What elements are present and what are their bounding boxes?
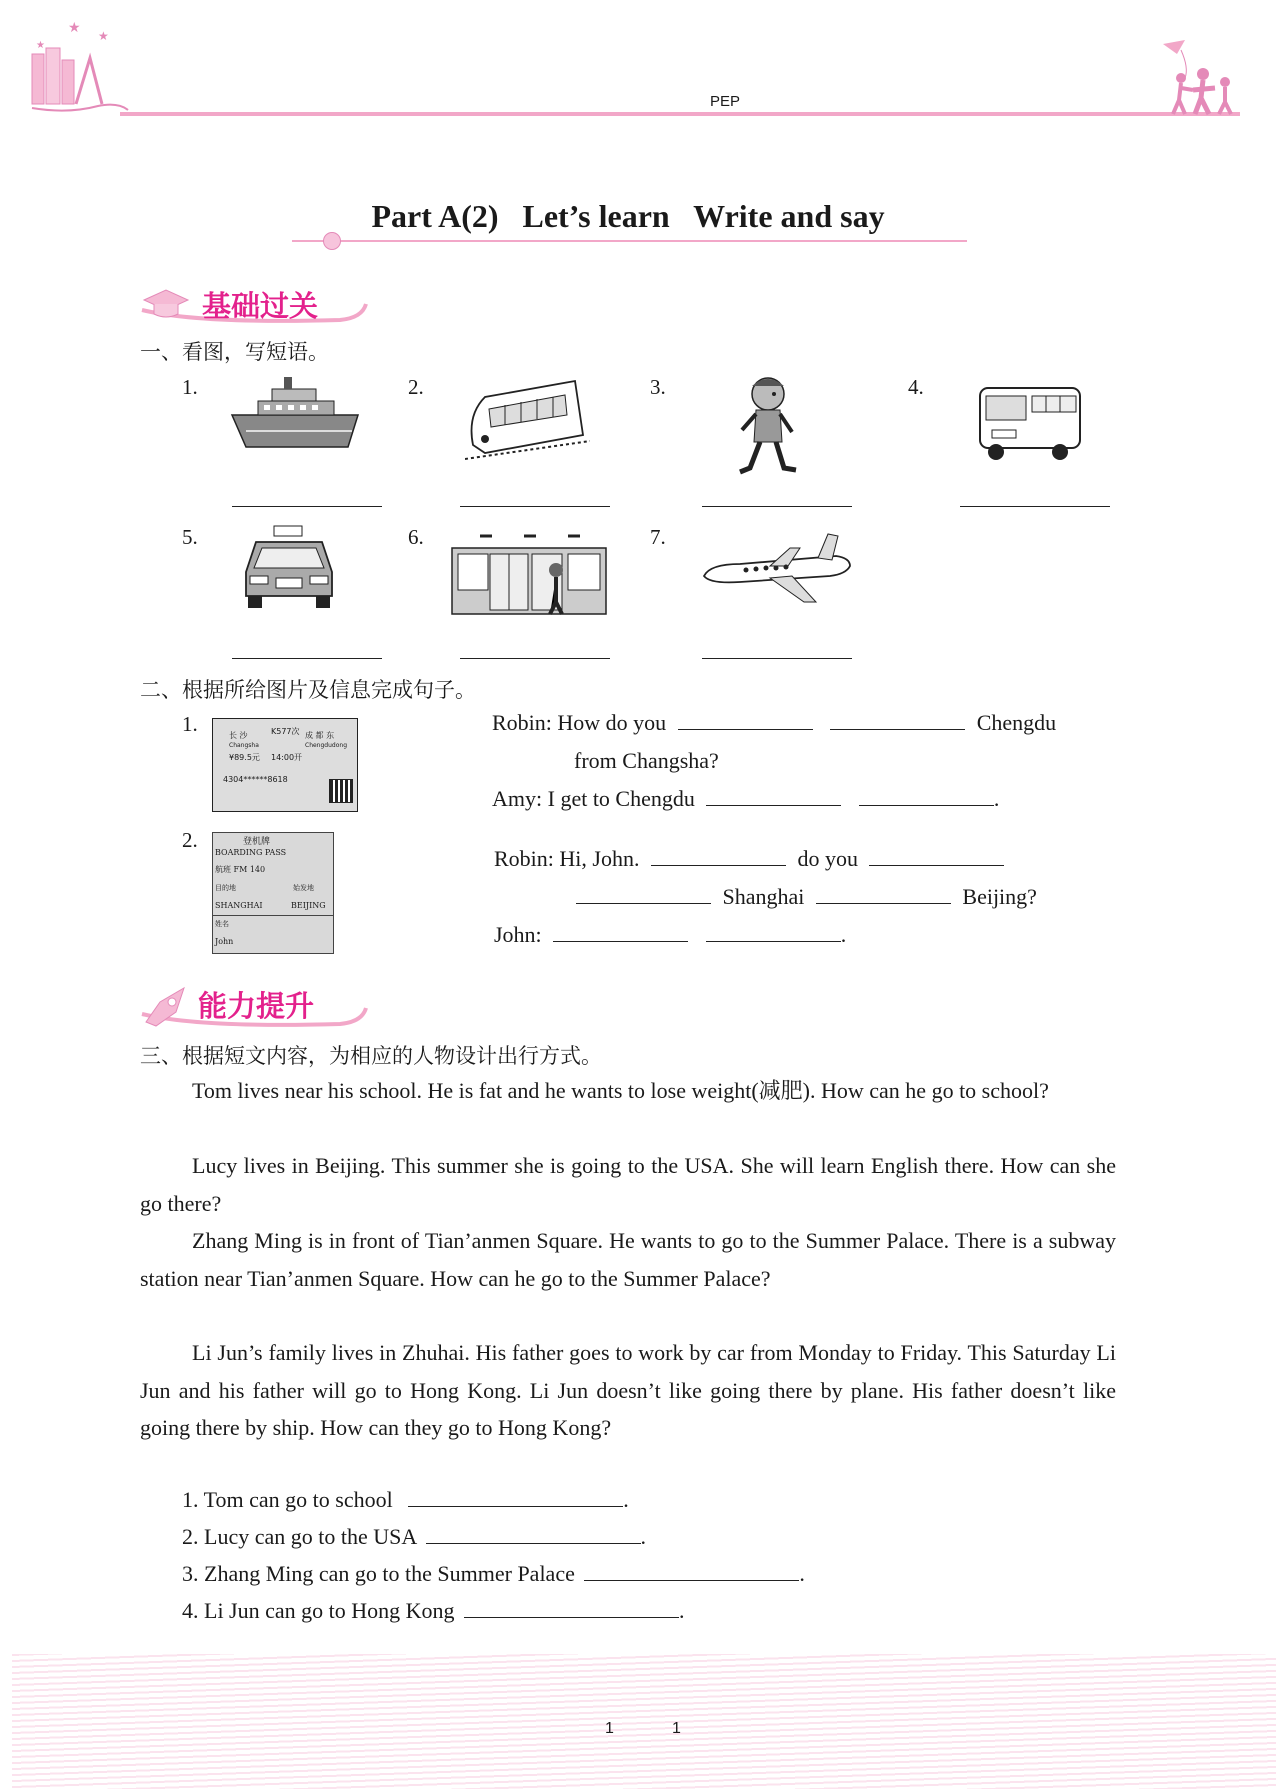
q2-1-amy-text: Amy: I get to Chengdu bbox=[492, 786, 695, 811]
title-underline bbox=[292, 240, 967, 242]
q3-answer-1-blank[interactable] bbox=[408, 1505, 623, 1507]
ticket-from-en: Changsha bbox=[229, 742, 259, 749]
q2-1-blank-2[interactable] bbox=[830, 728, 965, 730]
page-title: Part A(2) Let’s learn Write and say bbox=[371, 198, 885, 234]
q3-answer-4-text: 4. Li Jun can go to Hong Kong bbox=[182, 1598, 455, 1623]
q3-answer-4 bbox=[182, 1592, 685, 1630]
q2-2-robin-text-c: Shanghai bbox=[722, 884, 805, 909]
q1-blank-6[interactable] bbox=[460, 658, 610, 659]
q1-num-4: 4. bbox=[908, 375, 924, 399]
q3-paragraph-4 bbox=[140, 1334, 1116, 1447]
subway-icon bbox=[450, 530, 608, 618]
q3-paragraph-4-text: Li Jun’s family lives in Zhuhai. His father goes to work by car from Monday to Friday. This Saturday Li Jun and his father will go to Hong Kong. Li Jun doesn’t like going there by plane. His father doesn’t like going there by ship. How can they go to Hong Kong? bbox=[140, 1340, 1116, 1440]
q1-num-1: 1. bbox=[182, 375, 198, 399]
ticket-train: K577次 bbox=[271, 727, 300, 736]
q2-1-amy bbox=[492, 780, 999, 818]
header-kids-icon bbox=[1155, 38, 1245, 118]
q2-2-john bbox=[494, 916, 846, 954]
q2-2-john-end: . bbox=[840, 922, 847, 947]
q2-1-blank-1[interactable] bbox=[678, 728, 813, 730]
q3-paragraph-1-text: Tom lives near his school. He is fat and he wants to lose weight(减肥). How can he go to school? bbox=[192, 1078, 1049, 1103]
q2-num-1: 1. bbox=[182, 712, 198, 736]
q3-answer-4-end: . bbox=[679, 1598, 685, 1623]
section-banner-advanced bbox=[140, 982, 370, 1030]
header-rule bbox=[120, 112, 1240, 116]
qr-code-icon bbox=[329, 779, 353, 803]
q1-blank-4[interactable] bbox=[960, 506, 1110, 507]
pass-name: John bbox=[215, 937, 234, 946]
q1-num-3: 3. bbox=[650, 375, 666, 399]
ticket-to-en: Chengdudong bbox=[305, 742, 347, 749]
q2-2-blank-2[interactable] bbox=[869, 864, 1004, 866]
q2-2-robin-text-a: Robin: Hi, John. bbox=[494, 846, 640, 871]
q1-blank-1[interactable] bbox=[232, 506, 382, 507]
q3-answer-3-text: 3. Zhang Ming can go to the Summer Palace bbox=[182, 1561, 575, 1586]
section-title-basic: 基础过关 bbox=[202, 289, 319, 323]
q3-answer-1-end: . bbox=[623, 1487, 629, 1512]
q3-answer-3 bbox=[182, 1555, 805, 1593]
header-logo bbox=[28, 18, 148, 118]
pass-divider bbox=[213, 915, 333, 916]
q2-num-2: 2. bbox=[182, 828, 198, 852]
q1-num-5: 5. bbox=[182, 525, 198, 549]
q2-1-robin-text-b: Chengdu bbox=[976, 710, 1057, 735]
q3-answer-2 bbox=[182, 1518, 646, 1556]
q1-heading: 一、看图，写短语。 bbox=[140, 340, 329, 364]
title-dot bbox=[323, 232, 341, 250]
pass-origin: BEIJING bbox=[291, 901, 326, 910]
boarding-pass bbox=[212, 832, 334, 954]
q2-2-blank-3[interactable] bbox=[576, 902, 711, 904]
q3-answer-3-blank[interactable] bbox=[584, 1579, 799, 1581]
walking-boy-icon bbox=[732, 372, 804, 482]
pass-flight: 航班 FM 140 bbox=[215, 865, 266, 874]
q2-2-robin-text-d: Beijing? bbox=[962, 884, 1037, 909]
q1-blank-7[interactable] bbox=[702, 658, 852, 659]
ticket-from-cn: 长 沙 bbox=[229, 731, 248, 740]
q3-answer-1-text: 1. Tom can go to school bbox=[182, 1487, 393, 1512]
q2-2-robin-cont bbox=[576, 878, 1037, 916]
pass-title-cn: 登机牌 bbox=[243, 837, 271, 847]
q2-1-amy-end: . bbox=[993, 786, 1000, 811]
q2-2-blank-5[interactable] bbox=[553, 940, 688, 942]
q2-1-blank-4[interactable] bbox=[859, 804, 994, 806]
q3-answer-3-end: . bbox=[799, 1561, 805, 1586]
q3-paragraph-2-text: Lucy lives in Beijing. This summer she is going to the USA. She will learn English there. How can she go there? bbox=[140, 1153, 1116, 1216]
q2-1-robin-cont: from Changsha? bbox=[574, 748, 719, 773]
taxi-icon bbox=[242, 522, 337, 612]
q1-num-2: 2. bbox=[408, 375, 424, 399]
q2-2-john-text: John: bbox=[494, 922, 542, 947]
footer-page-left: 1 bbox=[605, 1720, 614, 1737]
q2-2-blank-1[interactable] bbox=[651, 864, 786, 866]
header-series: PEP bbox=[710, 93, 741, 110]
q3-answer-4-blank[interactable] bbox=[464, 1616, 679, 1618]
ticket-time: 14:00开 bbox=[271, 753, 303, 762]
pass-name-label: 姓名 bbox=[215, 920, 229, 928]
q1-num-7: 7. bbox=[650, 525, 666, 549]
q2-1-robin bbox=[492, 704, 1117, 742]
pass-title-en: BOARDING PASS bbox=[215, 848, 287, 857]
q3-answer-2-text: 2. Lucy can go to the USA bbox=[182, 1524, 417, 1549]
q3-paragraph-2 bbox=[140, 1147, 1116, 1222]
svg-text:★: ★ bbox=[98, 29, 109, 43]
ship-icon bbox=[228, 375, 363, 457]
q1-blank-3[interactable] bbox=[702, 506, 852, 507]
section-title-advanced: 能力提升 bbox=[198, 989, 315, 1023]
bus-icon bbox=[978, 382, 1083, 464]
q3-heading: 三、根据短文内容，为相应的人物设计出行方式。 bbox=[140, 1044, 602, 1068]
q3-paragraph-1 bbox=[140, 1072, 1116, 1110]
svg-text:★: ★ bbox=[68, 20, 81, 36]
pass-dest-label: 目的地 bbox=[215, 884, 236, 892]
q3-paragraph-3 bbox=[140, 1222, 1116, 1297]
ticket-seat: ¥89.5元 bbox=[229, 753, 260, 762]
q1-num-6: 6. bbox=[408, 525, 424, 549]
train-icon bbox=[465, 375, 590, 463]
footer-band bbox=[12, 1654, 1276, 1789]
q1-blank-2[interactable] bbox=[460, 506, 610, 507]
q2-heading: 二、根据所给图片及信息完成句子。 bbox=[140, 678, 476, 702]
section-banner-basic bbox=[140, 280, 370, 328]
pass-dest: SHANGHAI bbox=[215, 901, 263, 910]
q2-2-robin-text-b: do you bbox=[797, 846, 858, 871]
q3-paragraph-3-text: Zhang Ming is in front of Tian’anmen Square. He wants to go to the Summer Palace. There is a subway station near Tian’anmen Square. How can he go to the Summer Palace? bbox=[140, 1228, 1116, 1291]
q2-2-blank-4[interactable] bbox=[816, 902, 951, 904]
q2-1-blank-3[interactable] bbox=[706, 804, 841, 806]
q3-answer-2-blank[interactable] bbox=[426, 1542, 641, 1544]
q2-2-blank-6[interactable] bbox=[706, 940, 841, 942]
q2-1-robin-text-a: Robin: How do you bbox=[492, 710, 667, 735]
train-ticket bbox=[212, 718, 358, 812]
ticket-serial: 4304******8618 bbox=[223, 775, 288, 784]
ticket-to-cn: 成 都 东 bbox=[305, 731, 335, 740]
svg-text:★: ★ bbox=[36, 40, 45, 51]
q2-2-robin bbox=[494, 840, 1010, 878]
q1-blank-5[interactable] bbox=[232, 658, 382, 659]
q3-answer-1 bbox=[182, 1481, 629, 1519]
q3-answer-2-end: . bbox=[640, 1524, 647, 1549]
footer-page-right: 1 bbox=[672, 1720, 681, 1737]
plane-icon bbox=[700, 530, 855, 610]
pass-origin-label: 始发地 bbox=[293, 884, 314, 892]
